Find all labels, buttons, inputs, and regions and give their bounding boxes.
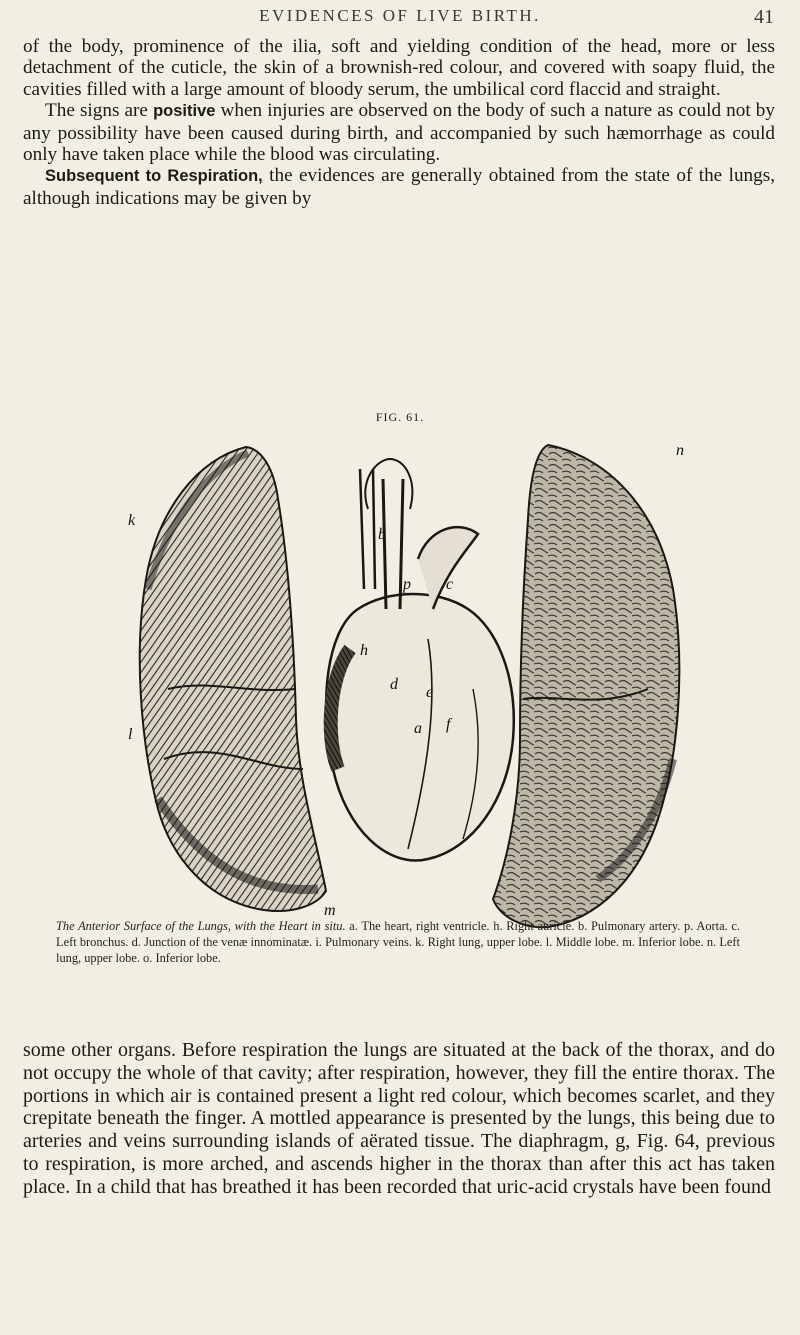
paragraph-4: some other organs. Before respiration the lungs are situated at the back of the thorax, and do not occupy the whole of that cavity; after respiration, however, they fill the entire thorax. The portions in which air is contained present a light red colour, which becomes scarlet, and they crepitate beneath the finger. A mottled appearance is presented by the lungs, this being due to arteries and veins surrounding islands of aërated tissue. The diaphragm, g, Fig. 64, previous to respiration, is more arched, and ascends higher in the thorax than after this act has taken place. In a child that has breathed it has been recorded that uric-acid crystals have been found xyxy=(23,1039,775,1198)
running-header xyxy=(0,6,800,36)
fig-letter-b: b xyxy=(378,526,386,543)
term-positive: positive xyxy=(153,102,216,121)
fig-letter-n: n xyxy=(676,442,684,459)
fig-letter-d: d xyxy=(390,676,398,693)
fig-letter-h: h xyxy=(360,642,368,659)
lungs-heart-illustration xyxy=(128,428,688,940)
body-text-top xyxy=(23,36,775,209)
term-subsequent-to-respiration: Subsequent to Respiration, xyxy=(45,167,263,186)
paragraph-2 xyxy=(23,100,775,165)
running-title: EVIDENCES OF LIVE BIRTH. xyxy=(259,6,541,25)
fig-letter-a: a xyxy=(414,720,422,737)
figure-label: FIG. 61. xyxy=(375,410,425,424)
fig-letter-c: c xyxy=(446,576,454,593)
caption-title: The Anterior Surface of the Lungs, with the Heart in situ. xyxy=(56,919,346,933)
paragraph-3 xyxy=(23,165,775,209)
figure-caption xyxy=(56,918,740,966)
fig-letter-l: l xyxy=(128,726,133,743)
right-lung xyxy=(140,447,326,911)
paragraph-2-pre: The signs are xyxy=(45,100,154,122)
fig-letter-p: p xyxy=(403,576,411,593)
left-lung xyxy=(493,445,679,927)
fig-letter-k: k xyxy=(128,512,136,529)
fig-letter-f: f xyxy=(446,716,451,733)
fig-letter-m: m xyxy=(324,902,336,919)
paragraph-2-post: when injuries are observed on the body of such a nature as could not by any possibility have been caused during birth, and accompanied by such hæmorrhage as could only have taken place while the blood was circulating. xyxy=(23,100,775,166)
page-number: 41 xyxy=(754,6,774,28)
paragraph-1: of the body, prominence of the ilia, soft and yielding condition of the head, more or less detachment of the cuticle, the skin of a brownish-red colour, and covered with soapy fluid, the cavities filled with a large amount of bloody serum, the umbilical cord flaccid and straight. xyxy=(23,36,775,100)
caption-body: a. The heart, right ventricle. h. Right auricle. b. Pulmonary artery. p. Aorta. c. Left bronchus. d. Junction of the venæ innominatæ. i. Pulmonary veins. k. Right lung, upper lobe. l. Middle lobe. m. Inferior lobe. n. Left lung, upper lobe. o. Inferior lobe. xyxy=(56,919,740,965)
fig-letter-e: e xyxy=(426,684,434,701)
body-text-bottom xyxy=(23,1039,775,1199)
aorta xyxy=(383,479,403,609)
paragraph-3-post: the evidences are generally obtained from the state of the lungs, although indications may be given by xyxy=(23,165,775,209)
